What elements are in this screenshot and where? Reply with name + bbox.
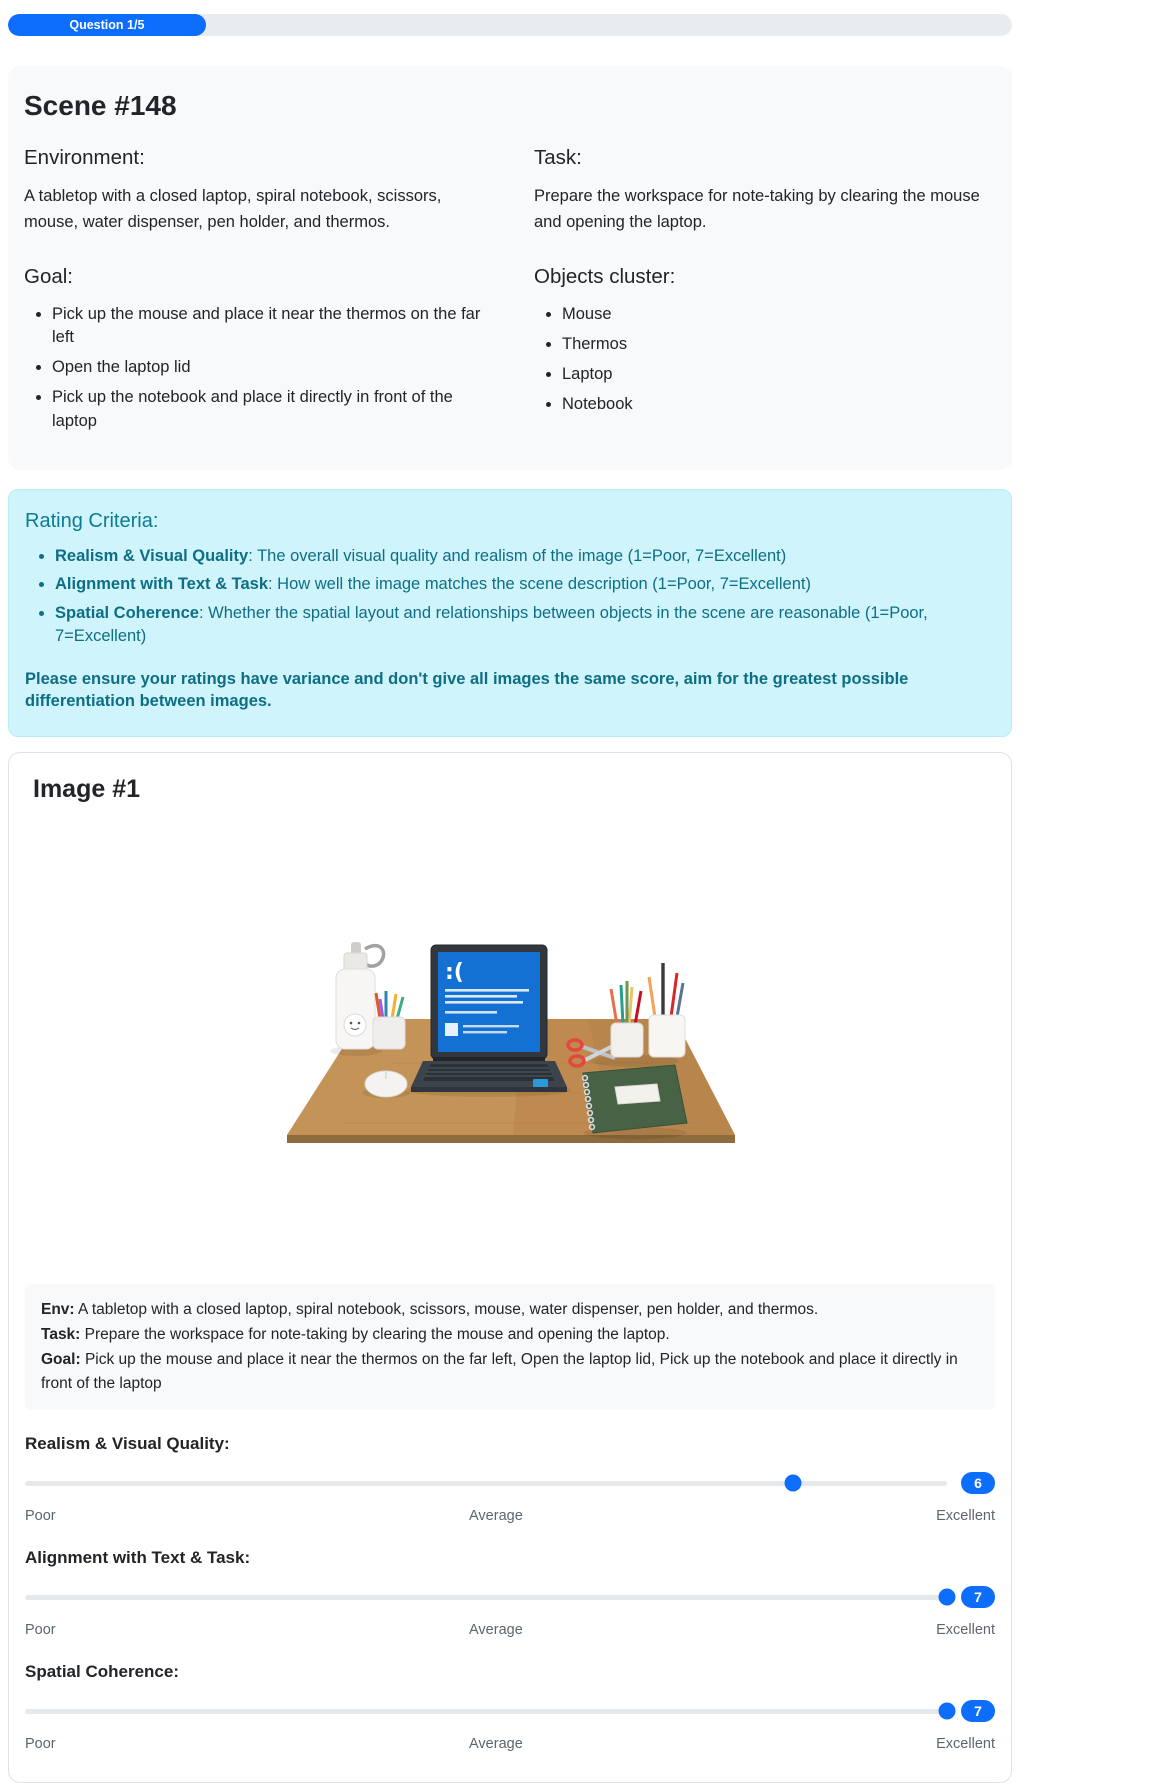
scale-labels [25, 1622, 995, 1638]
scene-image [283, 933, 738, 1155]
criteria-item-name: Realism & Visual Quality [55, 546, 249, 565]
bsod-text-line [463, 1025, 519, 1027]
info-env-text: A tabletop with a closed laptop, spiral notebook, scissors, mouse, water dispenser, pen holder, and thermos. [78, 1301, 819, 1319]
scale-labels [25, 1736, 995, 1752]
realism-value-badge: 6 [961, 1472, 995, 1494]
criteria-item [55, 545, 995, 568]
laptop-hinge [433, 1057, 545, 1061]
laptop-sticker [533, 1079, 548, 1087]
bsod-text-line [445, 1001, 523, 1004]
sticker-eye [357, 1022, 360, 1025]
laptop [411, 945, 567, 1092]
slider-label: Spatial Coherence: [25, 1662, 179, 1682]
goal-heading: Goal: [24, 265, 73, 289]
goal-item: • Pick up the notebook and place it directly in front of the laptop [52, 386, 486, 432]
alignment-slider-thumb[interactable] [939, 1589, 956, 1606]
alignment-value-badge: 7 [961, 1586, 995, 1608]
environment-heading: Environment: [24, 146, 145, 169]
scene-card [8, 66, 1012, 470]
scale-label-excellent: Excellent [936, 1736, 995, 1753]
objects-list [534, 303, 996, 416]
criteria-item-desc: : Whether the spatial layout and relationships between objects in the scene are reasonable (1=Poor, 7=Excellent) [55, 604, 928, 645]
bottle-sticker [344, 1014, 366, 1036]
scale-label-average: Average [469, 1736, 523, 1753]
scene-grid [24, 146, 996, 440]
bottle-body [336, 969, 375, 1049]
scale-label-poor: Poor [25, 1736, 56, 1753]
criteria-list [25, 545, 995, 648]
bsod-text-line [445, 989, 529, 992]
pencil [376, 993, 380, 1019]
bsod-text-line [463, 1031, 507, 1033]
rating-criteria-card [8, 489, 1012, 738]
slider-group-realism [25, 1434, 995, 1524]
cup [373, 1017, 405, 1049]
pencil [397, 997, 403, 1019]
progress-label: Question 1/5 [69, 18, 145, 32]
objects-heading: Objects cluster: [534, 265, 676, 289]
scale-labels [25, 1508, 995, 1524]
task-heading: Task: [534, 146, 582, 169]
goal-section [24, 265, 486, 439]
notebook [582, 1065, 686, 1133]
pencil [677, 983, 683, 1017]
info-task-text: Prepare the workspace for note-taking by clearing the mouse and opening the laptop. [84, 1326, 670, 1344]
info-goal-text: Pick up the mouse and place it near the thermos on the far left, Open the laptop lid, Pick up the notebook and place it directly in front of the laptop [41, 1351, 958, 1393]
slider-group-alignment [25, 1548, 995, 1638]
realism-slider[interactable] [25, 1481, 947, 1486]
object-item: • Notebook [562, 393, 996, 416]
scale-label-poor: Poor [25, 1622, 56, 1639]
slider-group-spatial [25, 1662, 995, 1752]
cup [611, 1023, 643, 1057]
pen-holder-left [373, 991, 405, 1049]
image-title: Image #1 [33, 775, 141, 804]
sticker-eye [349, 1022, 352, 1025]
cup [649, 1015, 685, 1057]
task-text: Prepare the workspace for note-taking by clearing the mouse and opening the laptop. [534, 187, 980, 231]
progress-bar [8, 14, 1012, 36]
slider-row [25, 1700, 995, 1722]
bottle-cap [344, 953, 367, 971]
pencil [671, 973, 677, 1017]
criteria-title: Rating Criteria: [25, 509, 159, 532]
info-env-line [41, 1298, 979, 1322]
criteria-item-desc: : How well the image matches the scene description (1=Poor, 7=Excellent) [268, 575, 811, 594]
info-task-label: Task: [41, 1326, 81, 1344]
criteria-item [55, 602, 995, 648]
page-container [8, 0, 1012, 1783]
criteria-note: Please ensure your ratings have variance and don't give all images the same score, aim for the greatest possible differentiation between images. [25, 669, 909, 710]
criteria-item-name: Alignment with Text & Task [55, 575, 268, 594]
progress-fill [8, 14, 206, 36]
environment-text: A tabletop with a closed laptop, spiral notebook, scissors, mouse, water dispenser, pen holder, and thermos. [24, 187, 442, 231]
image-card [8, 752, 1012, 1783]
scale-label-average: Average [469, 1508, 523, 1525]
scale-label-excellent: Excellent [936, 1508, 995, 1525]
criteria-item-desc: : The overall visual quality and realism of the image (1=Poor, 7=Excellent) [248, 546, 787, 565]
info-goal-label: Goal: [41, 1351, 81, 1369]
slider-row [25, 1472, 995, 1494]
object-item: • Thermos [562, 333, 996, 356]
slider-label: Alignment with Text & Task: [25, 1548, 251, 1568]
notebook-label [615, 1084, 660, 1104]
carabiner [365, 946, 384, 966]
task-section [534, 146, 996, 235]
mouse [365, 1071, 407, 1097]
info-goal-line [41, 1348, 979, 1396]
image-preview-wrap [25, 804, 995, 1284]
bsod-text-line [445, 995, 517, 998]
object-item: • Laptop [562, 363, 996, 386]
spatial-value-badge: 7 [961, 1700, 995, 1722]
criteria-item-name: Spatial Coherence [55, 604, 199, 623]
scene-title: Scene #148 [24, 90, 177, 121]
slider-row [25, 1586, 995, 1608]
alignment-slider[interactable] [25, 1595, 947, 1600]
bsod-text-line [445, 1011, 497, 1014]
spatial-slider-thumb[interactable] [939, 1703, 956, 1720]
bsod-qr [445, 1023, 458, 1036]
spatial-slider[interactable] [25, 1709, 947, 1714]
object-item: • Mouse [562, 303, 996, 326]
scale-label-poor: Poor [25, 1508, 56, 1525]
environment-section [24, 146, 486, 235]
bsod-face: :( [444, 960, 464, 986]
pencil [621, 985, 623, 1025]
realism-slider-thumb[interactable] [785, 1475, 802, 1492]
info-env-label: Env: [41, 1301, 75, 1319]
laptop-front-lip [411, 1087, 567, 1092]
info-task-line [41, 1323, 979, 1347]
goal-item: • Open the laptop lid [52, 356, 486, 379]
scale-label-excellent: Excellent [936, 1622, 995, 1639]
slider-label: Realism & Visual Quality: [25, 1434, 230, 1454]
goal-list [24, 303, 486, 432]
objects-section [534, 265, 996, 439]
scale-label-average: Average [469, 1622, 523, 1639]
pencil [392, 994, 396, 1019]
image-info-box [25, 1284, 995, 1410]
pencil [649, 977, 655, 1017]
criteria-item [55, 573, 995, 596]
goal-item: • Pick up the mouse and place it near the thermos on the far left [52, 303, 486, 349]
